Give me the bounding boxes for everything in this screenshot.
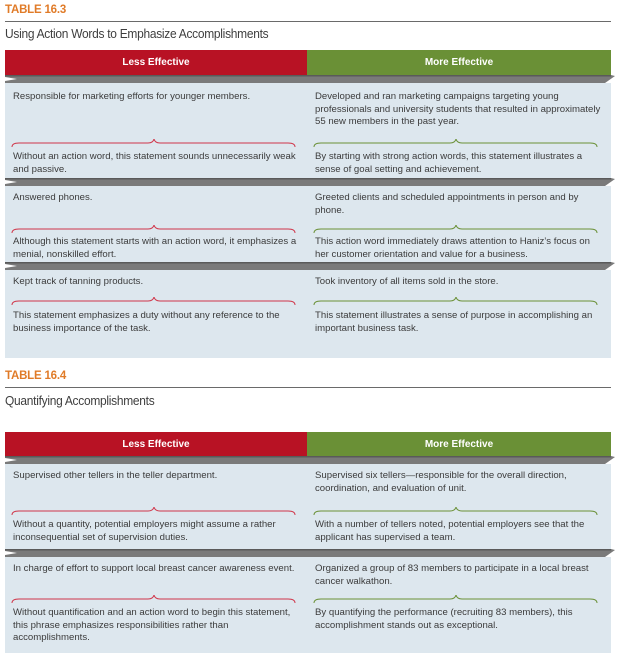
- table-row: [5, 186, 611, 262]
- more-explanation: This statement illustrates a sense of purpose in accomplishing an important business task.: [315, 310, 593, 334]
- more-effective-cell: [307, 557, 611, 653]
- table-row: [5, 83, 611, 178]
- less-statement: Kept track of tanning products.: [13, 276, 144, 287]
- more-statement: Greeted clients and scheduled appointments in person and by phone.: [315, 192, 579, 216]
- green-brace: [313, 595, 598, 603]
- more-explanation: This action word immediately draws attention to Haniz’s focus on her customer orientation and value for a business.: [315, 236, 590, 260]
- header-more-effective: More Effective: [307, 50, 611, 75]
- more-statement: Developed and ran marketing campaigns targeting young professionals and university students that resulted in approximately 55 new members in the past year.: [315, 91, 601, 127]
- less-statement: Answered phones.: [13, 192, 93, 203]
- less-explanation: Without an action word, this statement sounds unnecessarily weak and passive.: [13, 151, 296, 175]
- row-separator: [5, 262, 615, 270]
- green-brace: [313, 139, 598, 147]
- row-separator: [5, 178, 615, 186]
- red-brace: [11, 139, 296, 147]
- title-rule: [5, 387, 611, 388]
- less-statement: Responsible for marketing efforts for younger members.: [13, 91, 251, 102]
- less-effective-cell: [5, 186, 307, 262]
- green-brace: [313, 507, 598, 515]
- table-label: TABLE 16.3: [5, 4, 67, 16]
- less-effective-cell: [5, 270, 307, 358]
- header-less-effective: Less Effective: [5, 50, 307, 75]
- less-effective-cell: [5, 464, 307, 549]
- less-statement: Supervised other tellers in the teller department.: [13, 470, 218, 481]
- table-title: Using Action Words to Emphasize Accomplishments: [5, 26, 269, 41]
- row-separator: [5, 75, 615, 83]
- less-explanation: This statement emphasizes a duty without any reference to the business importance of the task.: [13, 310, 280, 334]
- more-effective-cell: [307, 186, 611, 262]
- more-explanation: By starting with strong action words, this statement illustrates a sense of goal setting and achievement.: [315, 151, 583, 175]
- less-statement: In charge of effort to support local breast cancer awareness event.: [13, 563, 295, 574]
- more-statement: Supervised six tellers—responsible for the overall direction, coordination, and evaluation of unit.: [315, 470, 567, 494]
- row-separator: [5, 456, 615, 464]
- more-statement: Organized a group of 83 members to participate in a local breast cancer walkathon.: [315, 563, 589, 587]
- less-effective-cell: [5, 83, 307, 178]
- more-explanation: By quantifying the performance (recruiting 83 members), this accomplishment stands out as exceptional.: [315, 607, 573, 631]
- more-effective-cell: [307, 464, 611, 549]
- less-effective-cell: [5, 557, 307, 653]
- more-effective-cell: [307, 83, 611, 178]
- red-brace: [11, 297, 296, 305]
- red-brace: [11, 225, 296, 233]
- title-rule: [5, 21, 611, 22]
- red-brace: [11, 507, 296, 515]
- header-less-effective: Less Effective: [5, 432, 307, 456]
- table-row: [5, 270, 611, 358]
- red-brace: [11, 595, 296, 603]
- less-explanation: Without quantification and an action word to begin this statement, this phrase emphasizes responsibilities rather than accomplishments.: [13, 607, 291, 643]
- green-brace: [313, 297, 598, 305]
- table-row: [5, 557, 611, 653]
- less-explanation: Although this statement starts with an action word, it emphasizes a menial, nonskilled effort.: [13, 236, 297, 260]
- row-separator: [5, 549, 615, 557]
- table-row: [5, 464, 611, 549]
- header-more-effective: More Effective: [307, 432, 611, 456]
- table-label: TABLE 16.4: [5, 370, 67, 382]
- more-statement: Took inventory of all items sold in the store.: [315, 276, 499, 287]
- less-explanation: Without a quantity, potential employers might assume a rather inconsequential set of supervision duties.: [13, 519, 276, 543]
- table-title: Quantifying Accomplishments: [5, 393, 155, 408]
- more-effective-cell: [307, 270, 611, 358]
- more-explanation: With a number of tellers noted, potential employers see that the applicant has supervised a team.: [315, 519, 585, 543]
- green-brace: [313, 225, 598, 233]
